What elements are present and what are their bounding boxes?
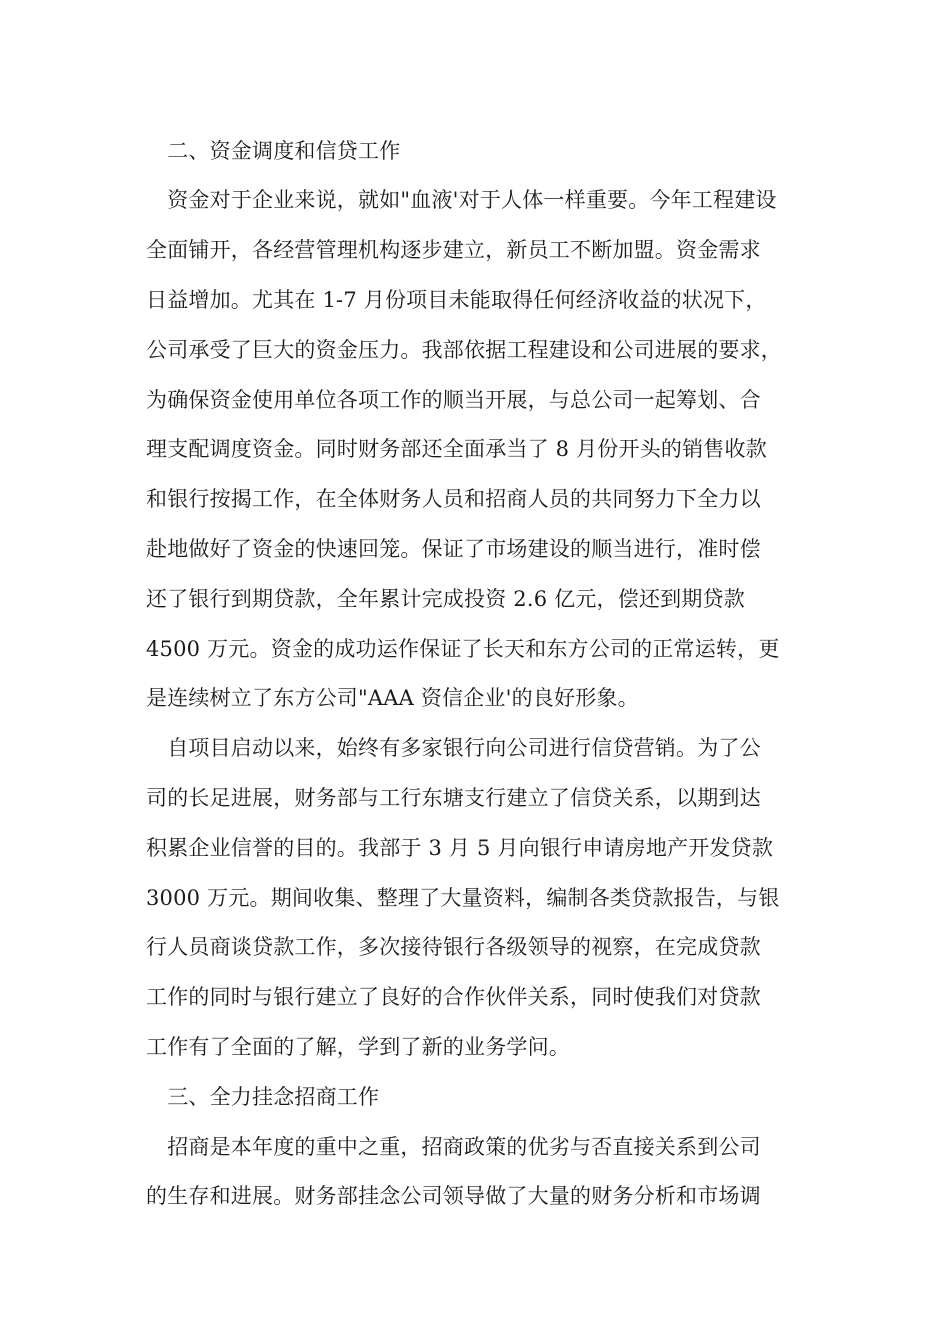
paragraph-line: 理支配调度资金。同时财务部还全面承当了 8 月份开头的销售收款 <box>146 437 767 461</box>
paragraph-line: 4500 万元。资金的成功运作保证了长天和东方公司的正常运转，更 <box>146 637 780 661</box>
section-heading-funding: 二、资金调度和信贷工作 <box>146 139 401 163</box>
paragraph-line: 全面铺开，各经营管理机构逐步建立，新员工不断加盟。资金需求 <box>146 238 761 262</box>
paragraph-line: 的生存和进展。财务部挂念公司领导做了大量的财务分析和市场调 <box>146 1184 761 1208</box>
paragraph-line: 自项目启动以来，始终有多家银行向公司进行信贷营销。为了公 <box>146 736 761 760</box>
paragraph-line: 赴地做好了资金的快速回笼。保证了市场建设的顺当进行，准时偿 <box>146 537 761 561</box>
paragraph-line: 工作的同时与银行建立了良好的合作伙伴关系，同时使我们对贷款 <box>146 985 761 1009</box>
paragraph-line: 3000 万元。期间收集、整理了大量资料，编制各类贷款报告，与银 <box>146 886 780 910</box>
paragraph-line: 积累企业信誉的目的。我部于 3 月 5 月向银行申请房地产开发贷款 <box>146 836 774 860</box>
section-heading-investment: 三、全力挂念招商工作 <box>146 1085 380 1109</box>
paragraph-line: 是连续树立了东方公司"AAA 资信企业'的良好形象。 <box>146 686 639 710</box>
paragraph-line: 工作有了全面的了解，学到了新的业务学问。 <box>146 1035 570 1059</box>
paragraph-line: 为确保资金使用单位各项工作的顺当开展，与总公司一起筹划、合 <box>146 388 761 412</box>
paragraph-line: 和银行按揭工作，在全体财务人员和招商人员的共同努力下全力以 <box>146 487 761 511</box>
paragraph-line: 还了银行到期贷款，全年累计完成投资 2.6 亿元，偿还到期贷款 <box>146 587 745 611</box>
paragraph-line: 资金对于企业来说，就如"血液'对于人体一样重要。今年工程建设 <box>146 188 777 212</box>
paragraph-line: 招商是本年度的重中之重，招商政策的优劣与否直接关系到公司 <box>146 1135 761 1159</box>
paragraph-line: 司的长足进展，财务部与工行东塘支行建立了信贷关系，以期到达 <box>146 786 761 810</box>
paragraph-line: 公司承受了巨大的资金压力。我部依据工程建设和公司进展的要求， <box>146 338 782 362</box>
paragraph-line: 日益增加。尤其在 1-7 月份项目未能取得任何经济收益的状况下， <box>146 288 767 312</box>
paragraph-line: 行人员商谈贷款工作，多次接待银行各级领导的视察，在完成贷款 <box>146 935 761 959</box>
